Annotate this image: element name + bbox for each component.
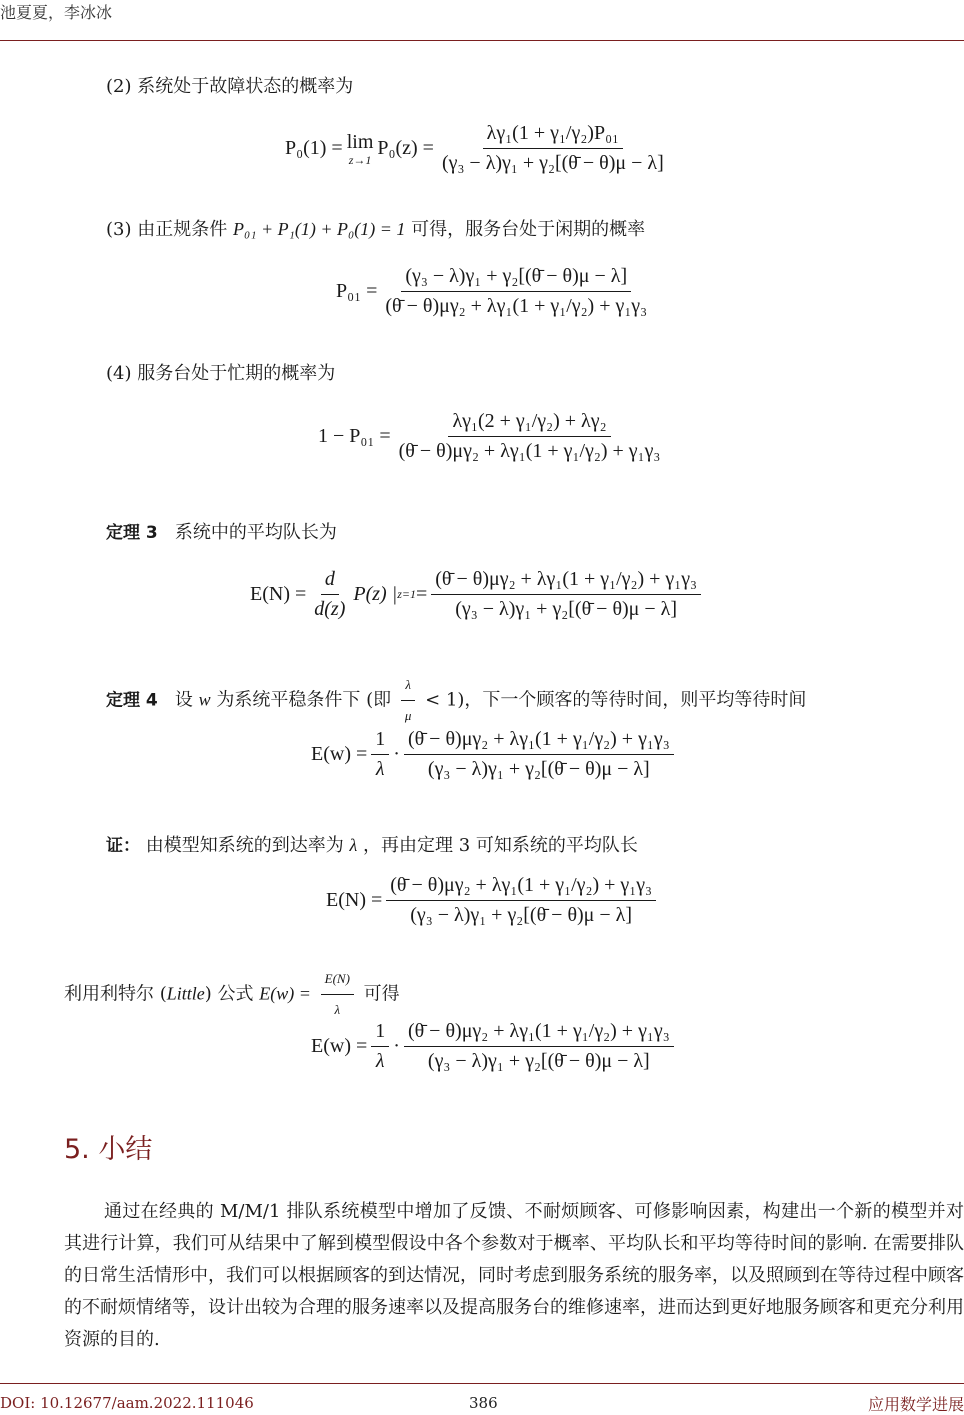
little-name: Little (166, 983, 205, 1004)
theorem-4-text-a: 设 (174, 689, 193, 711)
eq-p0-mid: P₀(z) = (377, 137, 434, 159)
equation-p0 (285, 122, 672, 175)
little-line (64, 965, 400, 1024)
eq-p01-fraction (381, 265, 651, 318)
eq-en-sub: z=1 (397, 587, 416, 601)
eq-ew2-dot: · (393, 1035, 400, 1057)
header-rule (0, 40, 964, 41)
eq-ew-lhs: E(w) = (311, 743, 368, 765)
eq-ew2-numerator: (θ̄ − θ)μγ₂ + λγ₁(1 + γ₁/γ₂) + γ₁γ₃ (404, 1020, 674, 1047)
eq-ew-denominator: (γ₃ − λ)γ₁ + γ₂[(θ̄ − θ)μ − λ] (427, 758, 650, 780)
eq-busy-numerator: λγ₁(2 + γ₁/γ₂) + λγ₂ (448, 410, 610, 437)
item-3-text (106, 215, 645, 244)
eq-p0-lhs: P₀(1) = (285, 137, 343, 159)
eq-ew-fraction (404, 728, 674, 781)
eq-en-equals: = (415, 583, 428, 605)
cond-num: λ (401, 671, 415, 701)
eq-ew2-inv-lambda (371, 1020, 389, 1073)
eq-en-mid: P(z) | (353, 583, 398, 605)
little-text-c: 可得 (363, 983, 400, 1005)
little-text-b: ) 公式 (204, 983, 254, 1005)
equation-p01 (336, 265, 655, 318)
eq-ew2-lhs: E(w) = (311, 1035, 368, 1057)
item-3-condition: P₀₁ + P₁(1) + P₀(1) = 1 (232, 219, 406, 239)
proof-line (106, 831, 638, 860)
cond-den: μ (404, 708, 412, 723)
little-num: E(N) (321, 965, 354, 995)
item-4-text: (4) 服务台处于忙期的概率为 (106, 363, 336, 384)
eq-p01-lhs: P₀₁ = (336, 280, 378, 302)
little-formula-lhs: E(w) = (259, 983, 311, 1004)
eq-ew-inv-lambda (371, 728, 389, 781)
proof-lambda: λ (349, 835, 358, 855)
equation-ew-1 (311, 728, 678, 781)
theorem-4-tail: < 1)，下一个顾客的等待时间，则平均等待时间 (425, 689, 807, 711)
limit-operator (347, 131, 374, 166)
theorem-4-text-b: 为系统平稳条件下 (即 (216, 689, 392, 711)
theorem-3-text: 系统中的平均队长为 (174, 522, 337, 543)
theorem-4-condition-fraction (401, 671, 416, 730)
theorem-4-label: 定理 4 (106, 690, 158, 711)
eq-en2-lhs: E(N) = (326, 889, 383, 911)
eq-p01-denominator: (θ̄ − θ)μγ₂ + λγ₁(1 + γ₁/γ₂) + γ₁γ₃ (385, 295, 648, 317)
eq-ew-one: 1 (371, 728, 389, 755)
eq-en2-numerator: (θ̄ − θ)μγ₂ + λγ₁(1 + γ₁/γ₂) + γ₁γ₃ (386, 874, 656, 901)
limit-subscript: z→1 (348, 153, 372, 167)
eq-ew-lambda: λ (375, 758, 385, 780)
theorem-4-var: w (198, 689, 211, 710)
footer-doi: DOI: 10.12677/aam.2022.111046 (0, 1394, 254, 1412)
eq-p0-denominator: (γ₃ − λ)γ₁ + γ₂[(θ̄ − θ)μ − λ] (441, 152, 664, 174)
eq-en2-fraction (386, 874, 656, 927)
eq-en-derivative (310, 568, 349, 621)
theorem-3-label: 定理 3 (106, 523, 158, 543)
proof-label: 证： (106, 836, 140, 856)
eq-busy-denominator: (θ̄ − θ)μγ₂ + λγ₁(1 + γ₁/γ₂) + γ₁γ₃ (398, 440, 661, 462)
journal-name: 应用数学进展 (867, 1395, 964, 1414)
eq-ew2-denominator: (γ₃ − λ)γ₁ + γ₂[(θ̄ − θ)μ − λ] (427, 1050, 650, 1072)
eq-p01-numerator: (γ₃ − λ)γ₁ + γ₂[(θ̄ − θ)μ − λ] (401, 265, 631, 292)
running-header-authors: 池夏夏，李冰冰 (0, 3, 113, 22)
eq-en-dz: d(z) (314, 598, 346, 620)
limit-label: lim (346, 131, 374, 153)
section-5-title: 5. 小结 (64, 1134, 153, 1165)
eq-ew2-lambda: λ (375, 1050, 385, 1072)
eq-en-fraction (431, 568, 701, 621)
little-den: λ (334, 1002, 341, 1017)
eq-ew2-fraction (404, 1020, 674, 1073)
equation-en-proof (326, 874, 660, 927)
eq-ew-dot: · (393, 743, 400, 765)
eq-en2-denominator: (γ₃ − λ)γ₁ + γ₂[(θ̄ − θ)μ − λ] (410, 904, 633, 926)
eq-p0-fraction (438, 122, 668, 175)
equation-busy (318, 410, 668, 463)
eq-busy-fraction (395, 410, 665, 463)
item-3-suffix: 可得，服务台处于闲期的概率 (411, 219, 646, 240)
item-3-prefix: (3) 由正规条件 (106, 219, 228, 240)
page-number: 386 (469, 1394, 498, 1412)
eq-en-d: d (321, 568, 339, 595)
theorem-3 (106, 519, 337, 547)
little-formula-fraction (321, 965, 354, 1024)
proof-text-a: 由模型知系统的到达率为 (145, 835, 344, 856)
eq-en-numerator: (θ̄ − θ)μγ₂ + λγ₁(1 + γ₁/γ₂) + γ₁γ₃ (431, 568, 701, 595)
item-2-text: (2) 系统处于故障状态的概率为 (106, 76, 354, 97)
eq-ew-numerator: (θ̄ − θ)μγ₂ + λγ₁(1 + γ₁/γ₂) + γ₁γ₃ (404, 728, 674, 755)
eq-en-denominator: (γ₃ − λ)γ₁ + γ₂[(θ̄ − θ)μ − λ] (455, 598, 678, 620)
eq-ew2-one: 1 (371, 1020, 389, 1047)
equation-en (250, 568, 705, 621)
eq-busy-lhs: 1 − P₀₁ = (318, 425, 391, 447)
theorem-4 (106, 671, 806, 730)
eq-p0-numerator: λγ₁(1 + γ₁/γ₂)P₀₁ (483, 122, 623, 149)
equation-ew-2 (311, 1020, 678, 1073)
little-text-a: 利用利特尔 ( (64, 983, 167, 1005)
section-5-paragraph: 通过在经典的 M/M/1 排队系统模型中增加了反馈、不耐烦顾客、可修影响因素，构建出一个新的模型并对其进行计算，我们可从结果中了解到模型假设中各个参数对于概率、平均队长和平均等待时间的影响. 在需要排队的日常生活情形中，我们可以根据顾客的到达情况，同时考虑到服务系统的服务率，以及照顾到在等待过程中顾客的不耐烦情绪等，设计出较为合理的服务速率以及提高服务台的维修速率，进而达到更好地服务顾客和更充分利用资源的目的. (64, 1201, 964, 1350)
eq-en-lhs: E(N) = (250, 583, 307, 605)
footer-rule (0, 1383, 964, 1384)
proof-text-b: ，再由定理 3 可知系统的平均队长 (363, 835, 638, 856)
